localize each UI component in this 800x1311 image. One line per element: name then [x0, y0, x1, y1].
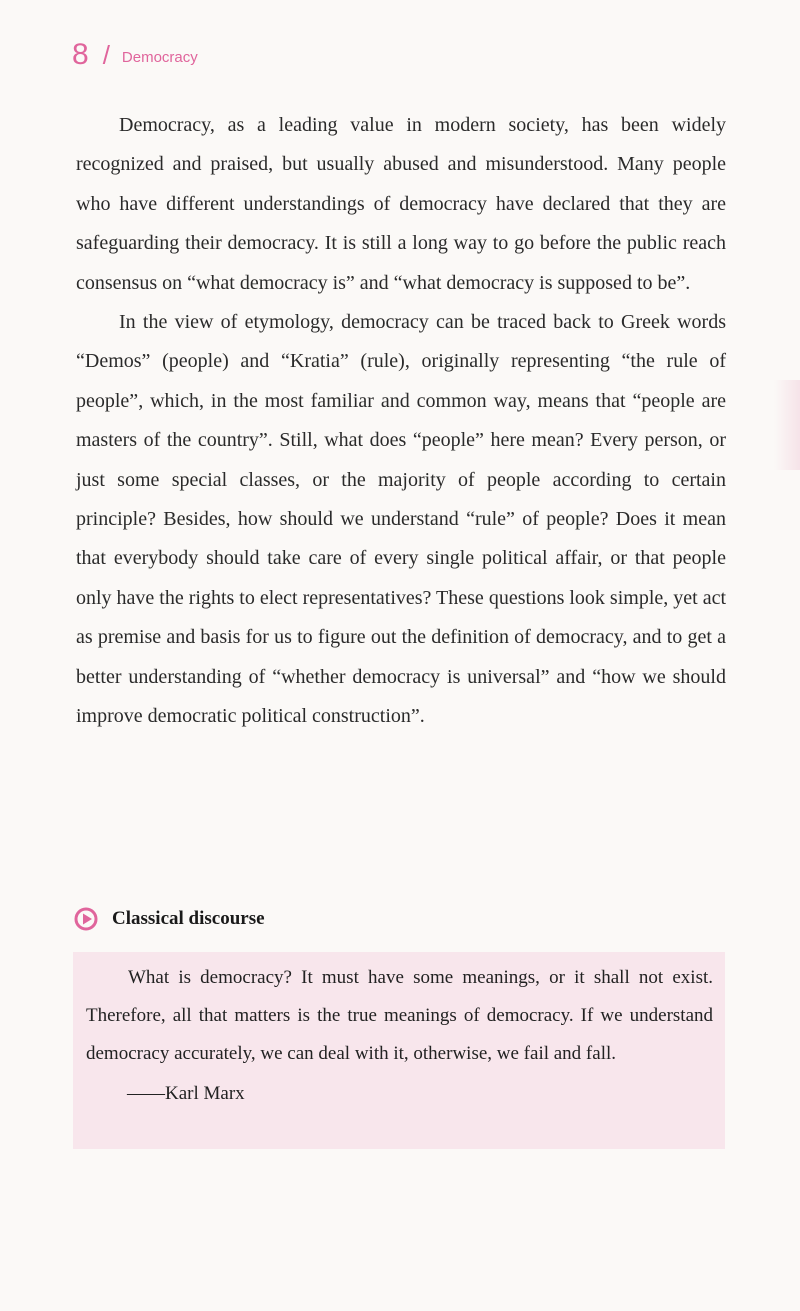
quote-box	[73, 952, 725, 1149]
header-separator: /	[102, 40, 110, 70]
paragraph-1: Democracy, as a leading value in modern society, has been widely recognized and praised, but usually abused and misunderstood. Many people who have different understandings of democracy have declared that they are safeguarding their democracy. It is still a long way to go before the public reach consensus on “what democracy is” and “what democracy is supposed to be”.	[76, 114, 726, 294]
page-number: 8	[72, 38, 89, 71]
quote-text: What is democracy? It must have some meanings, or it shall not exist. Therefore, all that matters is the true meanings of democracy. If we understand democracy accurately, we can deal with it, otherwise, we fail and fall.	[86, 967, 713, 1064]
margin-mark	[774, 380, 800, 470]
play-circle-icon	[74, 907, 98, 931]
paragraph-2: In the view of etymology, democracy can be traced back to Greek words “Demos” (people) and “Kratia” (rule), originally representing “the rule of people”, which, in the most familiar and common way, means that “people are masters of the country”. Still, what does “people” here mean? Every person, or just some special classes, or the majority of people according to certain principle? Besides, how should we understand “rule” of people? Does it mean that everybody should take care of every single political affair, or that people only have the rights to elect representatives? These questions look simple, yet act as premise and basis for us to figure out the definition of democracy, and to get a better understanding of “whether democracy is universal” and “how we should improve democratic political construction”.	[76, 311, 726, 728]
section-heading	[74, 907, 265, 931]
page-header	[72, 40, 198, 70]
quote-attribution: ——Karl Marx	[127, 1083, 245, 1104]
section-title: Classical discourse	[112, 908, 265, 929]
running-title: Democracy	[121, 48, 198, 66]
body-text	[76, 106, 726, 737]
